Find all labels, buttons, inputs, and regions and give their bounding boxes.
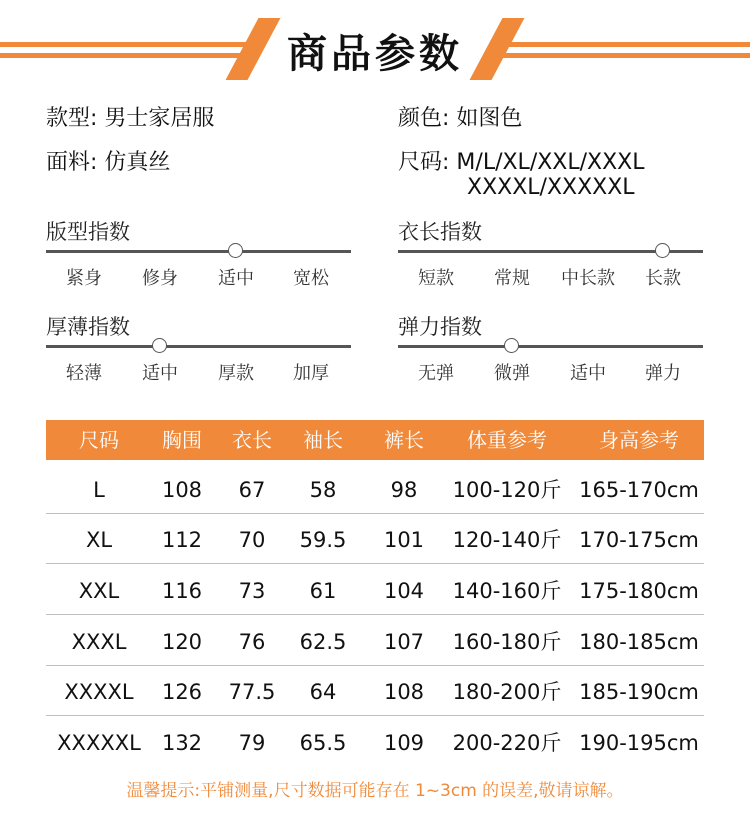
table-cell: 140-160斤 bbox=[452, 579, 562, 603]
table-header-cell: 衣长 bbox=[232, 428, 272, 452]
size-info bbox=[398, 145, 645, 176]
size-label: 尺码: bbox=[398, 150, 450, 175]
table-cell: 58 bbox=[309, 478, 337, 502]
color-info bbox=[398, 101, 522, 132]
fabric-label: 面料: bbox=[46, 150, 98, 175]
table-cell: 73 bbox=[238, 579, 266, 603]
table-cell: 108 bbox=[161, 478, 203, 502]
table-cell: 109 bbox=[383, 731, 425, 755]
fabric-value: 仿真丝 bbox=[104, 150, 171, 175]
table-cell: L bbox=[93, 478, 105, 502]
index-option: 紧身 bbox=[66, 268, 102, 289]
color-value: 如图色 bbox=[456, 106, 523, 131]
index-option: 适中 bbox=[218, 268, 254, 289]
style-label: 款型: bbox=[46, 106, 98, 131]
table-cell: 160-180斤 bbox=[452, 630, 562, 654]
index-knob bbox=[504, 338, 519, 353]
color-label: 颜色: bbox=[398, 106, 450, 131]
table-cell: XL bbox=[85, 528, 113, 552]
index-title: 厚薄指数 bbox=[46, 315, 130, 339]
table-cell: 185-190cm bbox=[579, 680, 699, 704]
table-row-divider bbox=[46, 715, 704, 716]
index-option: 适中 bbox=[570, 363, 606, 384]
table-cell: 180-185cm bbox=[579, 630, 699, 654]
table-cell: XXXL bbox=[71, 630, 127, 654]
table-header-cell: 裤长 bbox=[384, 428, 424, 452]
size-value-line2: XXXXL/XXXXXL bbox=[467, 175, 635, 200]
table-cell: 104 bbox=[383, 579, 425, 603]
table-cell: XXXXXL bbox=[57, 731, 141, 755]
table-cell: 100-120斤 bbox=[452, 478, 562, 502]
index-knob bbox=[152, 338, 167, 353]
table-cell: 61 bbox=[309, 579, 337, 603]
index-option: 微弹 bbox=[494, 363, 530, 384]
table-cell: 59.5 bbox=[299, 528, 347, 552]
index-option: 常规 bbox=[494, 268, 530, 289]
table-cell: 170-175cm bbox=[579, 528, 699, 552]
table-cell: 120 bbox=[161, 630, 203, 654]
index-option: 短款 bbox=[418, 268, 454, 289]
index-option: 轻薄 bbox=[66, 363, 102, 384]
index-option: 宽松 bbox=[293, 268, 329, 289]
size-value-line1: M/L/XL/XXL/XXXL bbox=[456, 150, 645, 175]
table-row-divider bbox=[46, 513, 704, 514]
measurement-note: 温馨提示:平铺测量,尺寸数据可能存在 1~3cm 的误差,敬请谅解。 bbox=[126, 781, 624, 801]
style-value: 男士家居服 bbox=[104, 106, 215, 131]
index-option: 弹力 bbox=[645, 363, 681, 384]
header-line-right-bottom bbox=[498, 53, 750, 58]
table-cell: 79 bbox=[238, 731, 266, 755]
fabric-info bbox=[46, 145, 170, 176]
table-header-cell: 尺码 bbox=[79, 428, 119, 452]
table-cell: 76 bbox=[238, 630, 266, 654]
index-option: 加厚 bbox=[293, 363, 329, 384]
table-header-cell: 体重参考 bbox=[467, 428, 547, 452]
index-option: 适中 bbox=[142, 363, 178, 384]
header-line-right-top bbox=[505, 42, 750, 47]
index-option: 中长款 bbox=[561, 268, 615, 289]
style-info bbox=[46, 101, 214, 132]
index-knob bbox=[228, 243, 243, 258]
index-title: 弹力指数 bbox=[398, 315, 482, 339]
table-cell: 190-195cm bbox=[579, 731, 699, 755]
index-option: 厚款 bbox=[218, 363, 254, 384]
index-track bbox=[398, 345, 703, 348]
table-cell: 116 bbox=[161, 579, 203, 603]
table-cell: 64 bbox=[309, 680, 337, 704]
index-track bbox=[46, 345, 351, 348]
table-header-cell: 身高参考 bbox=[599, 428, 679, 452]
table-cell: 175-180cm bbox=[579, 579, 699, 603]
table-header-cell: 胸围 bbox=[162, 428, 202, 452]
table-cell: 67 bbox=[238, 478, 266, 502]
index-option: 无弹 bbox=[418, 363, 454, 384]
table-row-divider bbox=[46, 563, 704, 564]
table-cell: XXXXL bbox=[64, 680, 134, 704]
index-title: 衣长指数 bbox=[398, 220, 482, 244]
table-cell: 180-200斤 bbox=[452, 680, 562, 704]
table-cell: 62.5 bbox=[299, 630, 347, 654]
table-cell: 101 bbox=[383, 528, 425, 552]
table-cell: 77.5 bbox=[228, 680, 276, 704]
index-knob bbox=[655, 243, 670, 258]
table-cell: 126 bbox=[161, 680, 203, 704]
index-track bbox=[46, 250, 351, 253]
index-option: 长款 bbox=[645, 268, 681, 289]
index-title: 版型指数 bbox=[46, 220, 130, 244]
table-row-divider bbox=[46, 665, 704, 666]
table-cell: 200-220斤 bbox=[452, 731, 562, 755]
index-option: 修身 bbox=[142, 268, 178, 289]
table-cell: 132 bbox=[161, 731, 203, 755]
table-cell: XXL bbox=[78, 579, 120, 603]
table-cell: 108 bbox=[383, 680, 425, 704]
table-header-cell: 袖长 bbox=[303, 428, 343, 452]
table-cell: 112 bbox=[161, 528, 203, 552]
table-cell: 98 bbox=[390, 478, 418, 502]
table-cell: 120-140斤 bbox=[452, 528, 562, 552]
table-cell: 70 bbox=[238, 528, 266, 552]
page-title: 商品参数 bbox=[287, 31, 463, 77]
table-cell: 165-170cm bbox=[579, 478, 699, 502]
size-table-header bbox=[46, 420, 704, 460]
table-cell: 65.5 bbox=[299, 731, 347, 755]
table-cell: 107 bbox=[383, 630, 425, 654]
table-row-divider bbox=[46, 614, 704, 615]
